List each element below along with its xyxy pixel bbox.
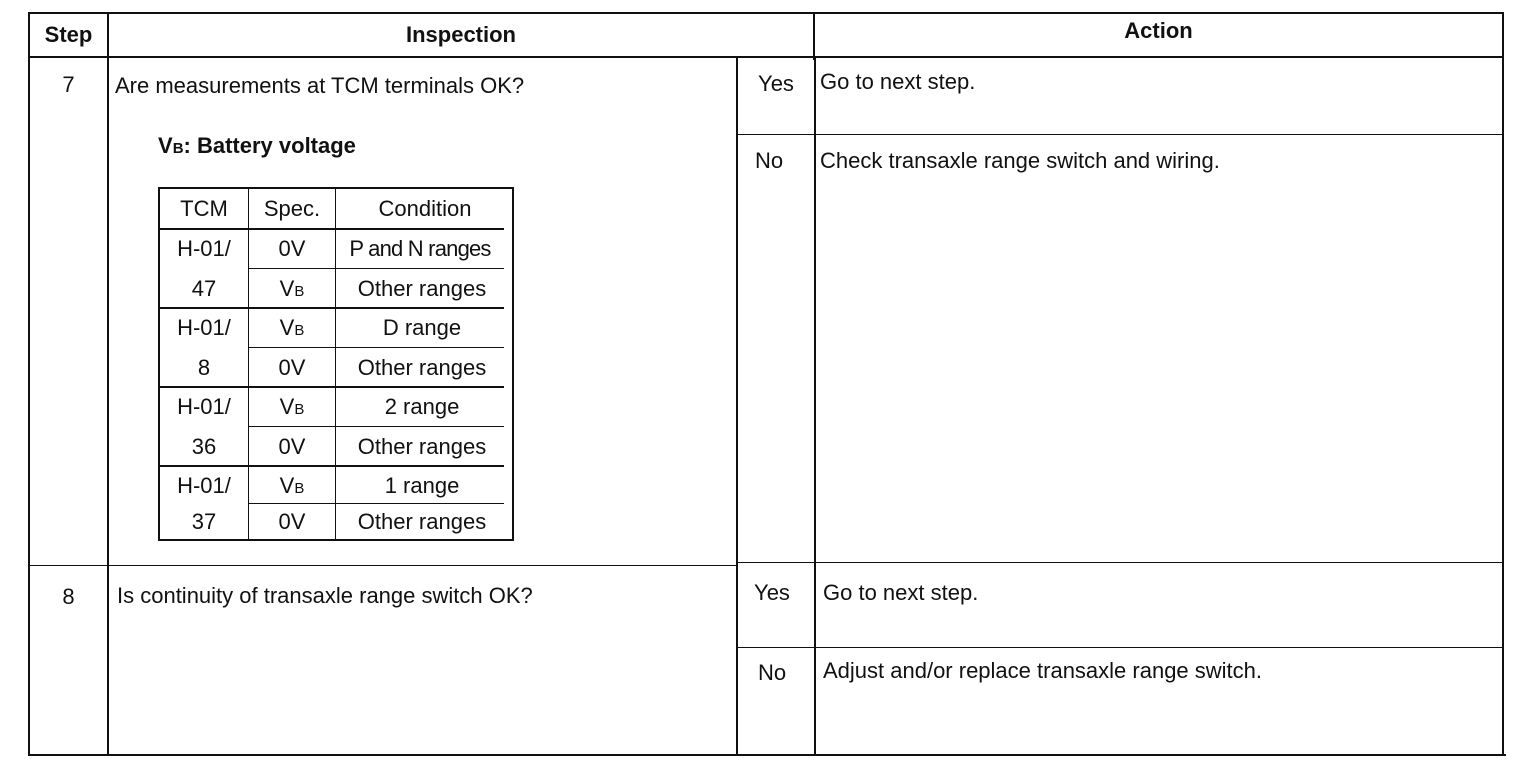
action-text-divider <box>814 58 816 756</box>
table-row-line <box>248 503 504 504</box>
step7-yes: Yes <box>758 71 794 96</box>
outer-border-top <box>28 12 1504 14</box>
step8-no-action: Adjust and/or replace transaxle range switch. <box>823 658 1263 683</box>
condition-value: Other ranges <box>357 355 487 380</box>
step8-yes-no-divider <box>736 647 1504 648</box>
spec-value: VB <box>279 315 305 340</box>
step7-yes-no-divider <box>736 134 1504 135</box>
condition-value: 2 range <box>384 394 460 419</box>
step8-yes-action: Go to next step. <box>823 580 979 605</box>
outer-border-right <box>1502 12 1504 756</box>
table-row-line <box>248 268 504 269</box>
table-group-line <box>160 307 504 309</box>
step7-step8-divider-left <box>28 565 738 566</box>
vb-letter: V <box>158 133 173 158</box>
tcm-terminal: H-01/ <box>177 473 231 498</box>
table-row-line <box>248 347 504 348</box>
step8-yes: Yes <box>754 580 790 605</box>
step7-note <box>158 133 356 162</box>
step8-number: 8 <box>62 584 75 609</box>
step8-no: No <box>757 660 787 685</box>
step8-question: Is continuity of transaxle range switch OK? <box>117 583 533 608</box>
condition-value: D range <box>382 315 462 340</box>
step7-step8-divider-right <box>736 562 1504 563</box>
tcm-terminal: H-01/ <box>177 394 231 419</box>
header-action: Action <box>1124 18 1193 43</box>
step-column-divider <box>107 12 109 756</box>
spec-value: 0V <box>278 509 306 534</box>
spec-value: VB <box>279 276 305 301</box>
condition-value: Other ranges <box>357 434 487 459</box>
tcm-terminal: 37 <box>191 509 217 534</box>
spec-value: 0V <box>278 236 306 261</box>
header-inspection: Inspection <box>405 22 516 47</box>
table-row-line <box>248 426 504 427</box>
table-header-condition: Condition <box>378 196 472 221</box>
step7-question: Are measurements at TCM terminals OK? <box>115 73 525 98</box>
condition-value: P and N ranges <box>349 236 491 261</box>
tcm-terminal: 47 <box>191 276 217 301</box>
spec-value: VB <box>279 473 305 498</box>
tcm-terminal: 36 <box>191 434 217 459</box>
header-divider <box>28 56 1504 58</box>
tcm-terminal: H-01/ <box>177 315 231 340</box>
table-header-line <box>160 228 504 230</box>
step7-no: No <box>754 148 784 173</box>
spec-value: VB <box>279 394 305 419</box>
table-header-tcm: TCM <box>180 196 228 221</box>
table-header-spec: Spec. <box>263 196 321 221</box>
header-step: Step <box>44 22 93 47</box>
step7-yes-action: Go to next step. <box>820 69 976 94</box>
tcm-measurement-table <box>158 187 514 541</box>
condition-value: Other ranges <box>357 509 487 534</box>
table-group-line <box>160 386 504 388</box>
step7-number: 7 <box>62 72 75 97</box>
vb-subscript: B <box>172 140 184 157</box>
outer-border-left <box>28 12 30 756</box>
outer-border-bottom <box>28 754 1506 756</box>
condition-value: 1 range <box>384 473 460 498</box>
spec-value: 0V <box>278 434 306 459</box>
tcm-terminal: 8 <box>197 355 211 380</box>
table-group-line <box>160 465 504 467</box>
step7-no-action: Check transaxle range switch and wiring. <box>820 148 1220 173</box>
tcm-terminal: H-01/ <box>177 236 231 261</box>
condition-value: Other ranges <box>357 276 487 301</box>
vb-description: : Battery voltage <box>183 133 356 158</box>
spec-value: 0V <box>278 355 306 380</box>
